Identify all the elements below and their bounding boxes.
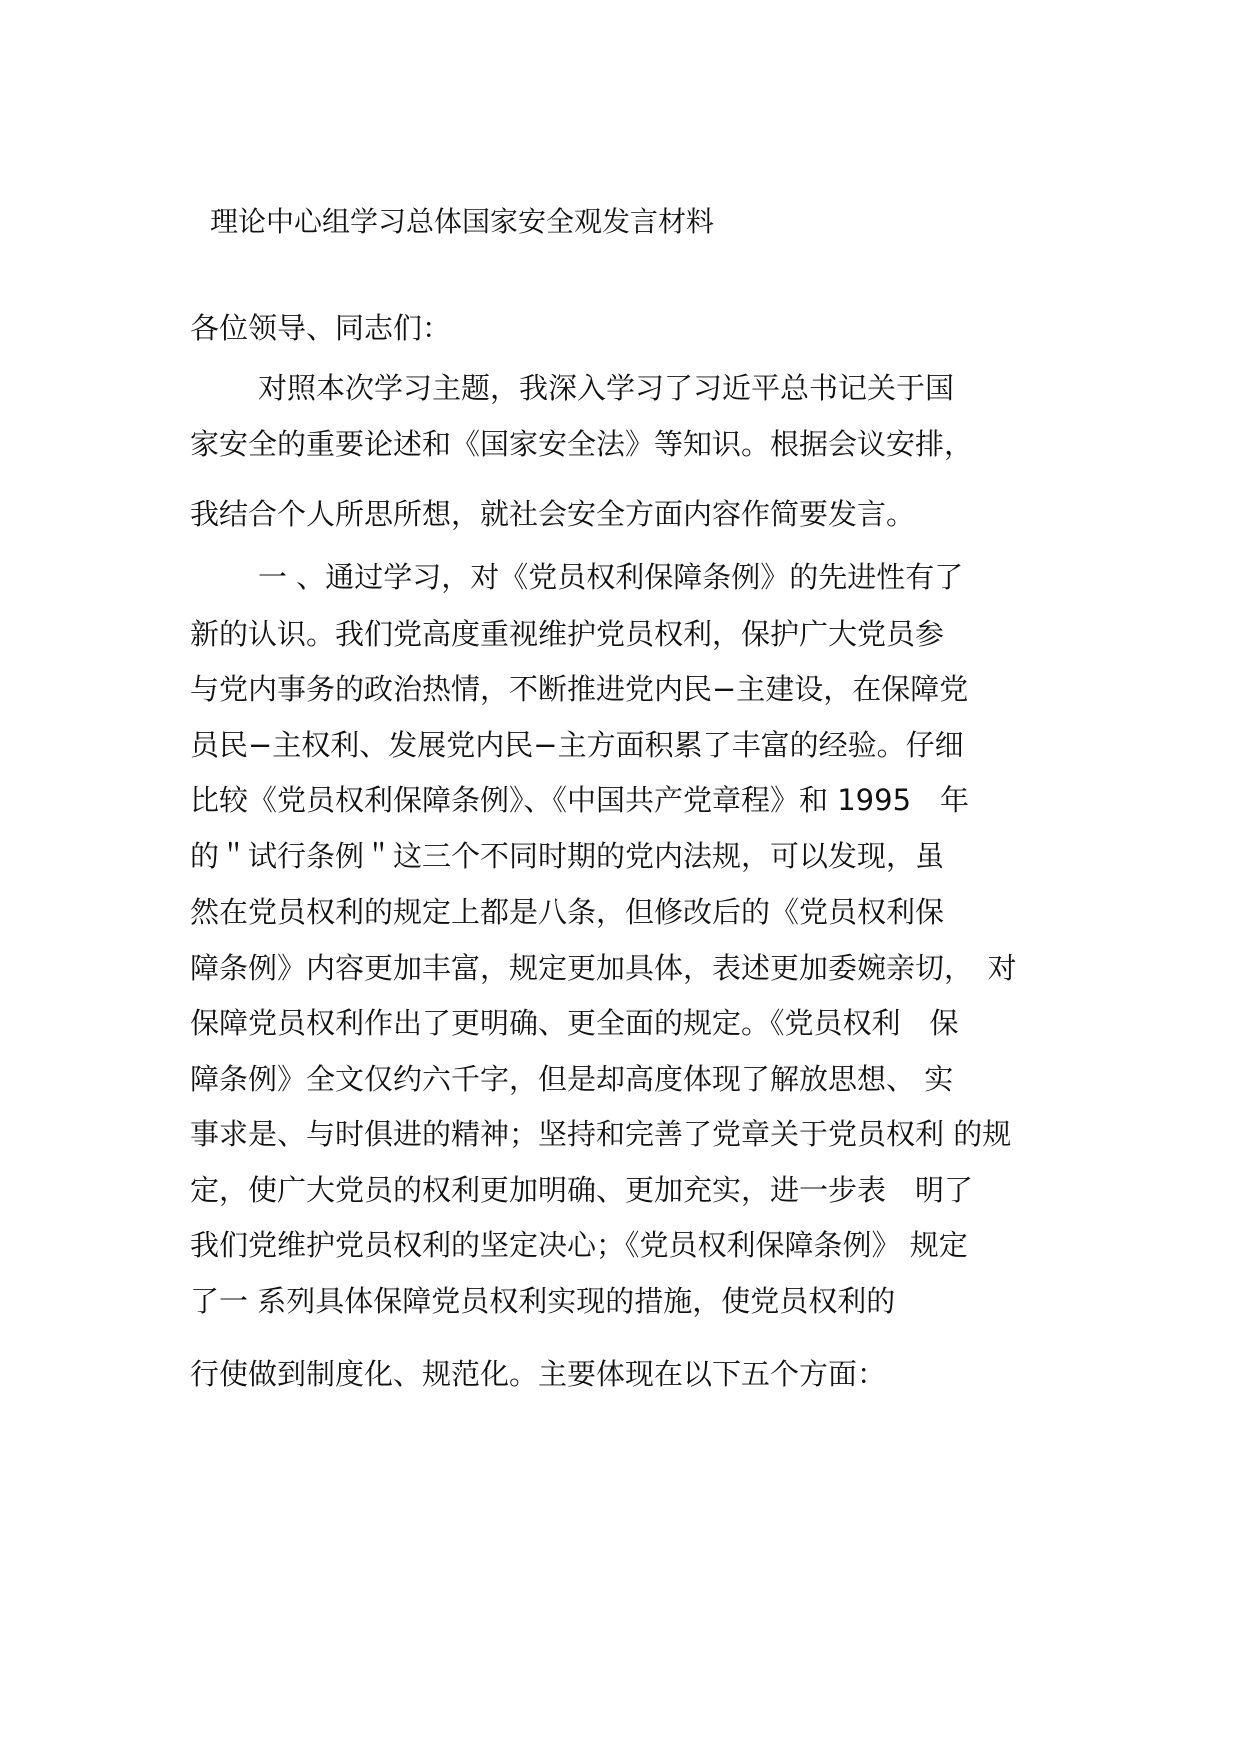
paragraph-line: 比较《党员权利保障条例》、《中国共产党章程》和 1995 年 [190, 783, 970, 817]
paragraph-line: 障条例》全文仅约六千字，但是却高度体现了解放思想、 实 [190, 1062, 954, 1096]
paragraph-line: 定，使广大党员的权利更加明确、更加充实，进一步表 明了 [190, 1173, 974, 1207]
paragraph-line: 的＂试行条例＂这三个不同时期的党内法规，可以发现，虽 [190, 839, 945, 873]
paragraph-line: 然在党员权利的规定上都是八条，但修改后的《党员权利保 [190, 895, 945, 929]
paragraph-line: 与党内事务的政治热情，不断推进党内民−主建设，在保障党 [190, 672, 969, 706]
paragraph-line: 障条例》内容更加丰富，规定更加具体，表述更加委婉亲切， 对 [190, 951, 1017, 985]
paragraph-line: 员民−主权利、发展党内民−主方面积累了丰富的经验。仔细 [190, 728, 964, 762]
paragraph-line: 了一 系列具体保障党员权利实现的措施，使党员权利的 [190, 1284, 896, 1318]
paragraph-line: 一 、通过学习，对《党员权利保障条例》的先进性有了 [258, 560, 964, 594]
paragraph-line: 我们党维护党员权利的坚定决心；《党员权利保障条例》 规定 [190, 1228, 968, 1262]
paragraph-line: 我结合个人所思所想，就社会安全方面内容作简要发言。 [190, 497, 916, 531]
paragraph-line: 保障党员权利作出了更明确、更全面的规定。《党员权利 保 [190, 1006, 959, 1040]
paragraph-line: 事求是、与时俱进的精神；坚持和完善了党章关于党员权利 的规 [190, 1117, 1012, 1151]
paragraph-line: 家安全的重要论述和《国家安全法》等知识。根据会议安排， [190, 427, 974, 461]
paragraph-line: 对照本次学习主题，我深入学习了习近平总书记关于国 [258, 371, 955, 405]
salutation: 各位领导、同志们： [190, 311, 452, 345]
document-title: 理论中心组学习总体国家安全观发言材料 [210, 205, 715, 238]
paragraph-line: 新的认识。我们党高度重视维护党员权利，保护广大党员参 [190, 617, 945, 651]
paragraph-line: 行使做到制度化、规范化。主要体现在以下五个方面： [190, 1357, 887, 1391]
